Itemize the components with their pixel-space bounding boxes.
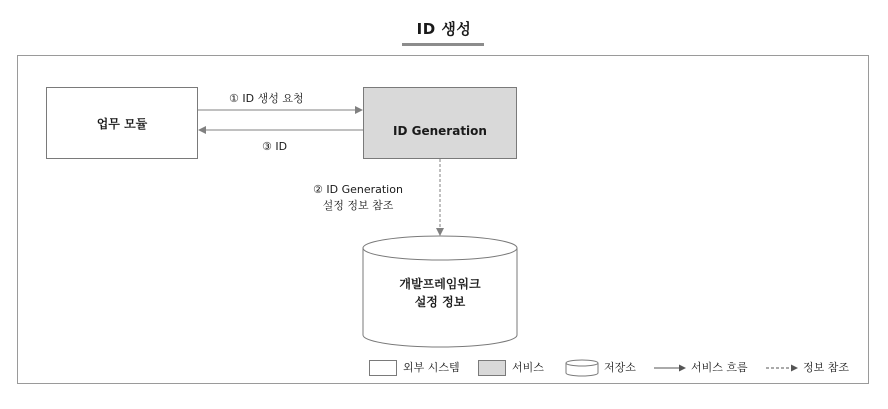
config-reference-label [313,182,403,214]
request-flow-label: ① ID 생성 요청 [229,92,304,105]
legend-info-reference-arrow [766,365,798,372]
datastore-label-line2: 설정 정보 [414,295,466,309]
legend-service-flow-label: 서비스 흐름 [691,361,748,374]
legend-storage-label: 저장소 [604,361,636,374]
config-reference-label-line2: 설정 정보 참조 [322,199,394,212]
legend-service-label: 서비스 [512,361,544,374]
legend-service-swatch [479,361,506,376]
legend-external-swatch [370,361,397,376]
datastore-label [363,275,517,311]
business-module-label: 업무 모듈 [96,116,148,131]
config-reference-label-line1: ② ID Generation [313,183,403,196]
config-reference-arrowhead [436,228,444,236]
datastore-label-line1: 개발프레임워크 [399,277,481,291]
legend-info-reference-label: 정보 참조 [803,361,850,374]
response-flow-label: ③ ID [262,140,288,153]
legend-storage-icon [566,360,598,376]
request-arrowhead [355,106,363,114]
id-generation-label: ID Generation [393,124,487,138]
legend-external-label: 외부 시스템 [403,361,460,374]
diagram-title: ID 생성 [416,20,472,38]
legend-service-flow-arrow [654,365,686,372]
response-arrowhead [198,126,206,134]
